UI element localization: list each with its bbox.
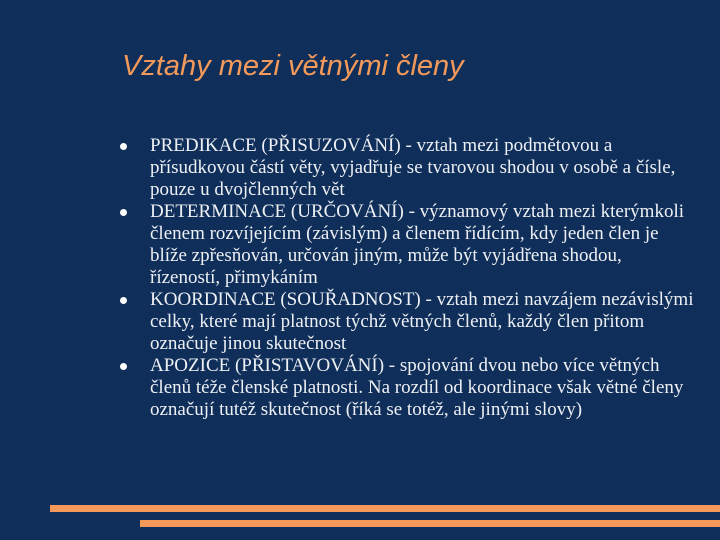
list-item-text: PREDIKACE (PŘISUZOVÁNÍ) - vztah mezi podmětovou a přísudkovou částí věty, vyjadřuje se tvarovou shodou v osobě a čísle, pouze u dvojčlenných vět xyxy=(150,135,676,200)
bullet-icon xyxy=(120,209,127,216)
list-item xyxy=(120,135,695,201)
bullet-list xyxy=(120,135,695,421)
list-item-text: DETERMINACE (URČOVÁNÍ) - významový vztah mezi kterýmkoli členem rozvíjejícím (závislým) a členem řídícím, kdy jeden člen je blíže zpřesňován, určován jiným, může být vyjádřena shodou, řízeností, přimykáním xyxy=(150,201,685,288)
list-item xyxy=(120,355,695,421)
list-item-text: APOZICE (PŘISTAVOVÁNÍ) - spojování dvou nebo více větných členů téže členské platnosti. Na rozdíl od koordinace však větné členy označují tutéž skutečnost (říká se totéž, ale jinými slovy) xyxy=(150,355,684,420)
list-item xyxy=(120,289,695,355)
bullet-icon xyxy=(120,363,127,370)
list-item-text: KOORDINACE (SOUŘADNOST) - vztah mezi navzájem nezávislými celky, které mají platnost týchž větných členů, každý člen přitom označuje jinou skutečnost xyxy=(150,289,694,354)
list-item xyxy=(120,201,695,289)
bullet-icon xyxy=(120,297,127,304)
slide-title: Vztahy mezi větnými členy xyxy=(122,50,464,82)
bullet-icon xyxy=(120,143,127,150)
accent-bar-bottom xyxy=(140,520,720,527)
accent-bar-top xyxy=(50,505,720,512)
